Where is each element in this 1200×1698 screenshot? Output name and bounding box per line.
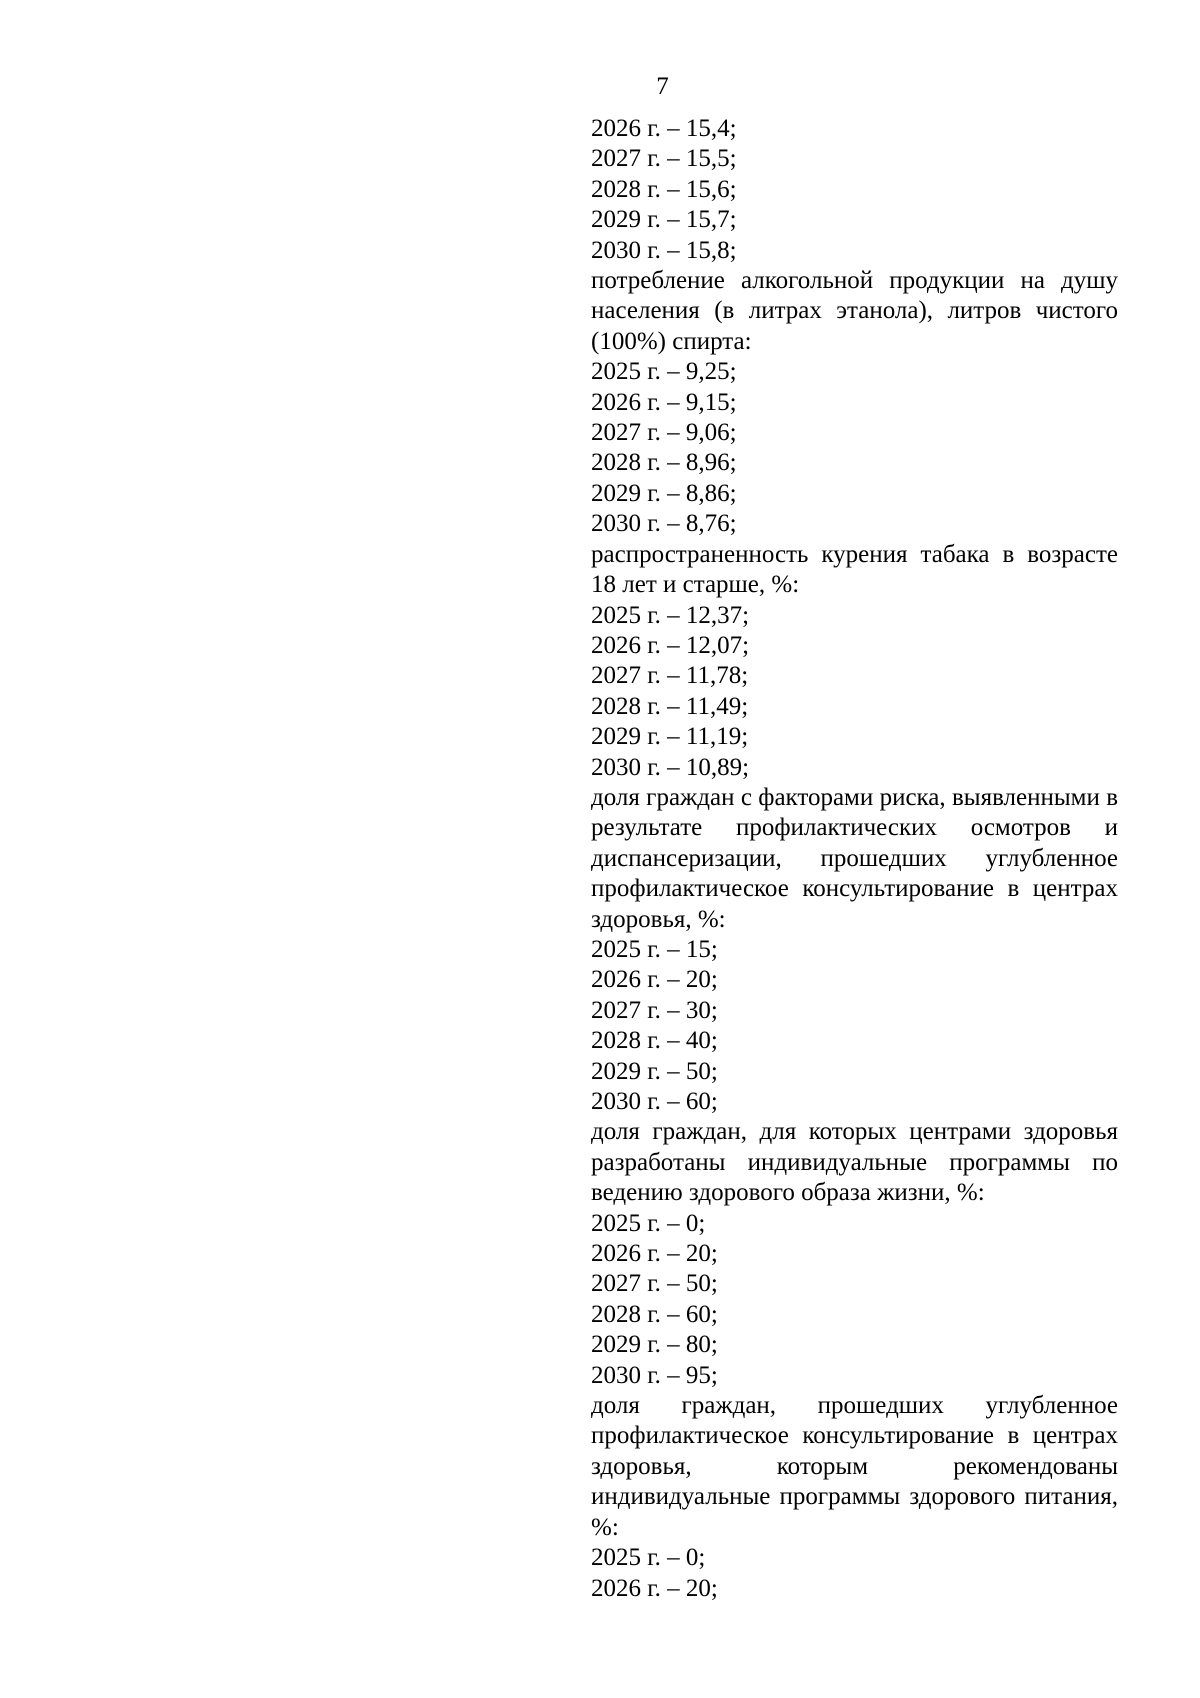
year-value-line: 2029 г. – 50; — [591, 1057, 718, 1085]
year-value-line: 2030 г. – 10,89; — [591, 753, 750, 781]
indicator-description: распространенность курения табака в возрасте 18 лет и старше, %: — [591, 540, 1118, 599]
year-value-line: 2029 г. – 15,7; — [591, 206, 737, 234]
year-value-line: 2030 г. – 95; — [591, 1361, 718, 1389]
year-value-line: 2026 г. – 20; — [591, 1240, 718, 1268]
year-value-line: 2030 г. – 15,8; — [591, 236, 737, 264]
year-value-line: 2026 г. – 12,07; — [591, 631, 750, 659]
year-value-line: 2030 г. – 60; — [591, 1088, 718, 1115]
year-value-line: 2025 г. – 0; — [591, 1544, 706, 1572]
year-value-line: 2027 г. – 50; — [591, 1270, 718, 1298]
year-value-line: 2028 г. – 60; — [591, 1300, 718, 1328]
year-value-line: 2026 г. – 15,4; — [591, 115, 737, 142]
indicator-description: доля граждан, прошедших углубленное профилактическое консультирование в центрах здоровья, которым рекомендованы индивидуальные программы здорового питания, %: — [591, 1392, 1118, 1541]
year-value-line: 2026 г. – 9,15; — [591, 388, 737, 416]
year-value-line: 2028 г. – 40; — [591, 1027, 718, 1055]
year-value-line: 2025 г. – 12,37; — [591, 601, 750, 629]
document-text-column — [591, 114, 1118, 1604]
year-value-line: 2025 г. – 15; — [591, 935, 718, 963]
year-value-line: 2029 г. – 11,19; — [591, 723, 749, 751]
year-value-line: 2028 г. – 8,96; — [591, 449, 737, 477]
year-value-line: 2027 г. – 30; — [591, 996, 718, 1024]
year-value-line: 2026 г. – 20; — [591, 1574, 718, 1602]
year-value-line: 2029 г. – 80; — [591, 1331, 718, 1359]
indicator-description: доля граждан с факторами риска, выявленными в результате профилактических осмотров и диспансеризации, прошедших углубленное профилактическое консультирование в центрах здоровья, %: — [591, 783, 1118, 933]
year-value-line: 2030 г. – 8,76; — [591, 510, 737, 538]
indicator-description: потребление алкогольной продукции на душу населения (в литрах этанола), литров чистого (100%) спирта: — [591, 267, 1118, 355]
year-value-line: 2028 г. – 11,49; — [591, 692, 749, 720]
year-value-line: 2027 г. – 11,78; — [591, 662, 749, 690]
year-value-line: 2027 г. – 9,06; — [591, 419, 737, 447]
year-value-line: 2026 г. – 20; — [591, 966, 718, 994]
year-value-line: 2029 г. – 8,86; — [591, 479, 737, 507]
year-value-line: 2025 г. – 0; — [591, 1209, 706, 1237]
page-number: 7 — [656, 73, 669, 100]
year-value-line: 2028 г. – 15,6; — [591, 175, 737, 203]
year-value-line: 2025 г. – 9,25; — [591, 358, 737, 386]
year-value-line: 2027 г. – 15,5; — [591, 145, 737, 173]
indicator-description: доля граждан, для которых центрами здоровья разработаны индивидуальные программы по ведению здорового образа жизни, %: — [591, 1118, 1118, 1207]
